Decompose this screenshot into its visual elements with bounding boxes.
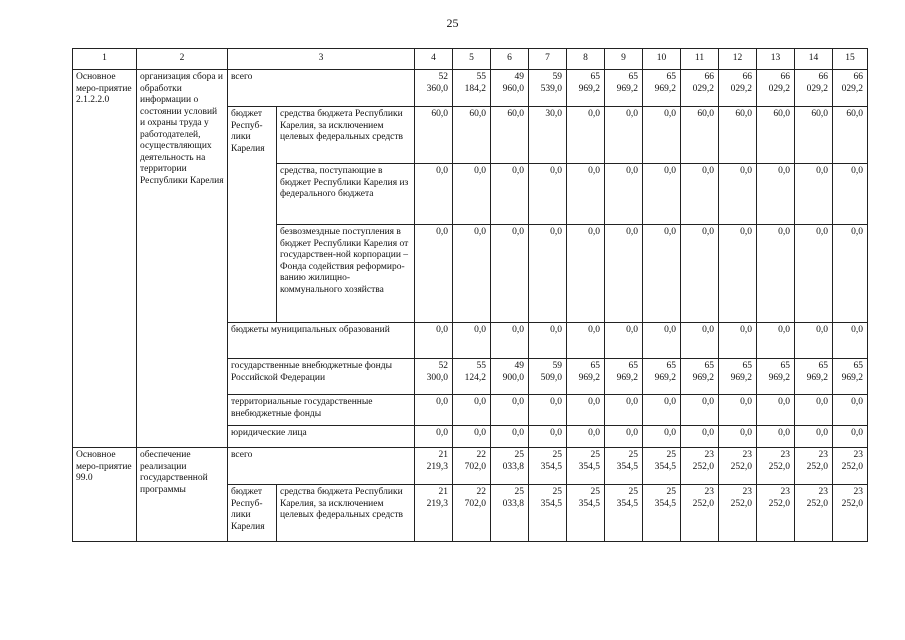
value-cell: 25 354,5 — [529, 485, 567, 542]
funding-parent: бюджет Респуб-лики Карелия — [228, 485, 277, 542]
value-cell: 52 300,0 — [415, 359, 453, 395]
value-cell: 0,0 — [491, 323, 529, 359]
funding-source: средства бюджета Республики Карелия, за исключением целевых федеральных средств — [277, 107, 415, 164]
value-cell: 0,0 — [491, 395, 529, 426]
value-cell: 30,0 — [529, 107, 567, 164]
value-cell: 0,0 — [681, 323, 719, 359]
header-cell: 8 — [567, 49, 605, 70]
value-cell: 0,0 — [529, 323, 567, 359]
value-cell: 0,0 — [529, 225, 567, 323]
value-cell: 0,0 — [415, 426, 453, 448]
funding-source: государственные внебюджетные фонды Российской Федерации — [228, 359, 415, 395]
header-cell: 2 — [137, 49, 228, 70]
funding-source: средства бюджета Республики Карелия, за исключением целевых федеральных средств — [277, 485, 415, 542]
value-cell: 0,0 — [795, 395, 833, 426]
value-cell: 22 702,0 — [453, 448, 491, 485]
value-cell: 25 354,5 — [567, 448, 605, 485]
value-cell: 0,0 — [643, 164, 681, 225]
value-cell: 25 354,5 — [643, 485, 681, 542]
value-cell: 23 252,0 — [795, 448, 833, 485]
header-cell: 4 — [415, 49, 453, 70]
value-cell: 0,0 — [605, 225, 643, 323]
value-cell: 23 252,0 — [719, 485, 757, 542]
value-cell: 65 969,2 — [833, 359, 868, 395]
value-cell: 60,0 — [833, 107, 868, 164]
header-cell: 7 — [529, 49, 567, 70]
value-cell: 0,0 — [681, 225, 719, 323]
value-cell: 0,0 — [491, 225, 529, 323]
page-number: 25 — [446, 16, 459, 30]
value-cell: 0,0 — [567, 107, 605, 164]
value-cell: 0,0 — [567, 426, 605, 448]
value-cell: 65 969,2 — [643, 70, 681, 107]
value-cell: 60,0 — [795, 107, 833, 164]
header-cell: 14 — [795, 49, 833, 70]
value-cell: 0,0 — [681, 395, 719, 426]
value-cell: 66 029,2 — [795, 70, 833, 107]
value-cell: 0,0 — [453, 164, 491, 225]
value-cell: 65 969,2 — [757, 359, 795, 395]
measure-description: обеспечение реализации государственной программы — [137, 448, 228, 542]
measure-name: Основное меро-приятие 99.0 — [73, 448, 137, 542]
value-cell: 65 969,2 — [567, 359, 605, 395]
value-cell: 0,0 — [795, 426, 833, 448]
value-cell: 0,0 — [415, 323, 453, 359]
value-cell: 0,0 — [567, 323, 605, 359]
value-cell: 0,0 — [529, 164, 567, 225]
value-cell: 49 900,0 — [491, 359, 529, 395]
value-cell: 65 969,2 — [643, 359, 681, 395]
value-cell: 65 969,2 — [795, 359, 833, 395]
value-cell: 0,0 — [719, 323, 757, 359]
value-cell: 0,0 — [757, 225, 795, 323]
value-cell: 0,0 — [833, 225, 868, 323]
funding-parent: бюджет Респуб-лики Карелия — [228, 107, 277, 323]
value-cell: 66 029,2 — [833, 70, 868, 107]
value-cell: 23 252,0 — [757, 485, 795, 542]
value-cell: 0,0 — [833, 395, 868, 426]
value-cell: 25 354,5 — [643, 448, 681, 485]
value-cell: 0,0 — [567, 395, 605, 426]
header-cell: 5 — [453, 49, 491, 70]
header-cell: 15 — [833, 49, 868, 70]
value-cell: 65 969,2 — [605, 359, 643, 395]
value-cell: 49 960,0 — [491, 70, 529, 107]
value-cell: 66 029,2 — [681, 70, 719, 107]
value-cell: 65 969,2 — [567, 70, 605, 107]
value-cell: 0,0 — [719, 395, 757, 426]
value-cell: 21 219,3 — [415, 485, 453, 542]
value-cell: 23 252,0 — [681, 448, 719, 485]
value-cell: 66 029,2 — [757, 70, 795, 107]
header-row — [73, 49, 868, 70]
value-cell: 0,0 — [605, 164, 643, 225]
value-cell: 0,0 — [757, 426, 795, 448]
budget-table — [72, 48, 868, 542]
value-cell: 0,0 — [795, 323, 833, 359]
funding-source: юридические лица — [228, 426, 415, 448]
value-cell: 0,0 — [719, 225, 757, 323]
value-cell: 0,0 — [415, 164, 453, 225]
value-cell: 0,0 — [453, 225, 491, 323]
value-cell: 0,0 — [491, 426, 529, 448]
header-cell: 10 — [643, 49, 681, 70]
value-cell: 0,0 — [757, 395, 795, 426]
value-cell: 60,0 — [491, 107, 529, 164]
value-cell: 25 033,8 — [491, 448, 529, 485]
value-cell: 65 969,2 — [719, 359, 757, 395]
header-cell: 11 — [681, 49, 719, 70]
value-cell: 25 354,5 — [605, 448, 643, 485]
value-cell: 0,0 — [605, 426, 643, 448]
value-cell: 0,0 — [567, 164, 605, 225]
measure-description: организация сбора и обработки информации о состоянии условий и охраны труда у работодателей, осуществляющих деятельность на территории Республики Карелия — [137, 70, 228, 448]
value-cell: 0,0 — [833, 323, 868, 359]
value-cell: 0,0 — [415, 395, 453, 426]
value-cell: 55 184,2 — [453, 70, 491, 107]
header-cell: 9 — [605, 49, 643, 70]
value-cell: 60,0 — [681, 107, 719, 164]
value-cell: 23 252,0 — [833, 448, 868, 485]
value-cell: 0,0 — [567, 225, 605, 323]
value-cell: 0,0 — [643, 426, 681, 448]
value-cell: 59 539,0 — [529, 70, 567, 107]
value-cell: 0,0 — [605, 395, 643, 426]
value-cell: 0,0 — [757, 164, 795, 225]
value-cell: 25 354,5 — [529, 448, 567, 485]
value-cell: 60,0 — [415, 107, 453, 164]
header-cell: 6 — [491, 49, 529, 70]
funding-source: всего — [228, 448, 415, 485]
value-cell: 0,0 — [795, 164, 833, 225]
table-row — [73, 448, 868, 485]
value-cell: 55 124,2 — [453, 359, 491, 395]
value-cell: 0,0 — [529, 395, 567, 426]
value-cell: 60,0 — [719, 107, 757, 164]
value-cell: 21 219,3 — [415, 448, 453, 485]
funding-source: бюджеты муниципальных образований — [228, 323, 415, 359]
header-cell: 1 — [73, 49, 137, 70]
value-cell: 60,0 — [757, 107, 795, 164]
measure-name: Основное меро-приятие 2.1.2.2.0 — [73, 70, 137, 448]
value-cell: 60,0 — [453, 107, 491, 164]
value-cell: 0,0 — [415, 225, 453, 323]
value-cell: 0,0 — [605, 107, 643, 164]
value-cell: 0,0 — [453, 395, 491, 426]
value-cell: 66 029,2 — [719, 70, 757, 107]
value-cell: 0,0 — [529, 426, 567, 448]
value-cell: 65 969,2 — [681, 359, 719, 395]
value-cell: 0,0 — [643, 323, 681, 359]
value-cell: 0,0 — [491, 164, 529, 225]
value-cell: 0,0 — [757, 323, 795, 359]
value-cell: 23 252,0 — [833, 485, 868, 542]
value-cell: 0,0 — [643, 225, 681, 323]
value-cell: 23 252,0 — [795, 485, 833, 542]
header-cell: 13 — [757, 49, 795, 70]
funding-source: территориальные государственные внебюджетные фонды — [228, 395, 415, 426]
value-cell: 0,0 — [681, 426, 719, 448]
value-cell: 0,0 — [453, 426, 491, 448]
header-cell: 3 — [228, 49, 415, 70]
value-cell: 65 969,2 — [605, 70, 643, 107]
funding-source: средства, поступающие в бюджет Республики Карелия из федерального бюджета — [277, 164, 415, 225]
funding-source: безвозмездные поступления в бюджет Республики Карелия от государствен-ной корпорации – Фонда содействия реформиро-ванию жилищно-коммунального хозяйства — [277, 225, 415, 323]
table-row — [73, 70, 868, 107]
value-cell: 0,0 — [719, 426, 757, 448]
value-cell: 0,0 — [795, 225, 833, 323]
value-cell: 23 252,0 — [681, 485, 719, 542]
value-cell: 0,0 — [719, 164, 757, 225]
value-cell: 25 354,5 — [605, 485, 643, 542]
value-cell: 0,0 — [643, 107, 681, 164]
header-cell: 12 — [719, 49, 757, 70]
value-cell: 0,0 — [833, 426, 868, 448]
value-cell: 0,0 — [643, 395, 681, 426]
value-cell: 52 360,0 — [415, 70, 453, 107]
value-cell: 22 702,0 — [453, 485, 491, 542]
value-cell: 25 354,5 — [567, 485, 605, 542]
value-cell: 59 509,0 — [529, 359, 567, 395]
value-cell: 25 033,8 — [491, 485, 529, 542]
value-cell: 23 252,0 — [719, 448, 757, 485]
value-cell: 0,0 — [681, 164, 719, 225]
value-cell: 0,0 — [453, 323, 491, 359]
value-cell: 23 252,0 — [757, 448, 795, 485]
value-cell: 0,0 — [605, 323, 643, 359]
funding-source: всего — [228, 70, 415, 107]
value-cell: 0,0 — [833, 164, 868, 225]
